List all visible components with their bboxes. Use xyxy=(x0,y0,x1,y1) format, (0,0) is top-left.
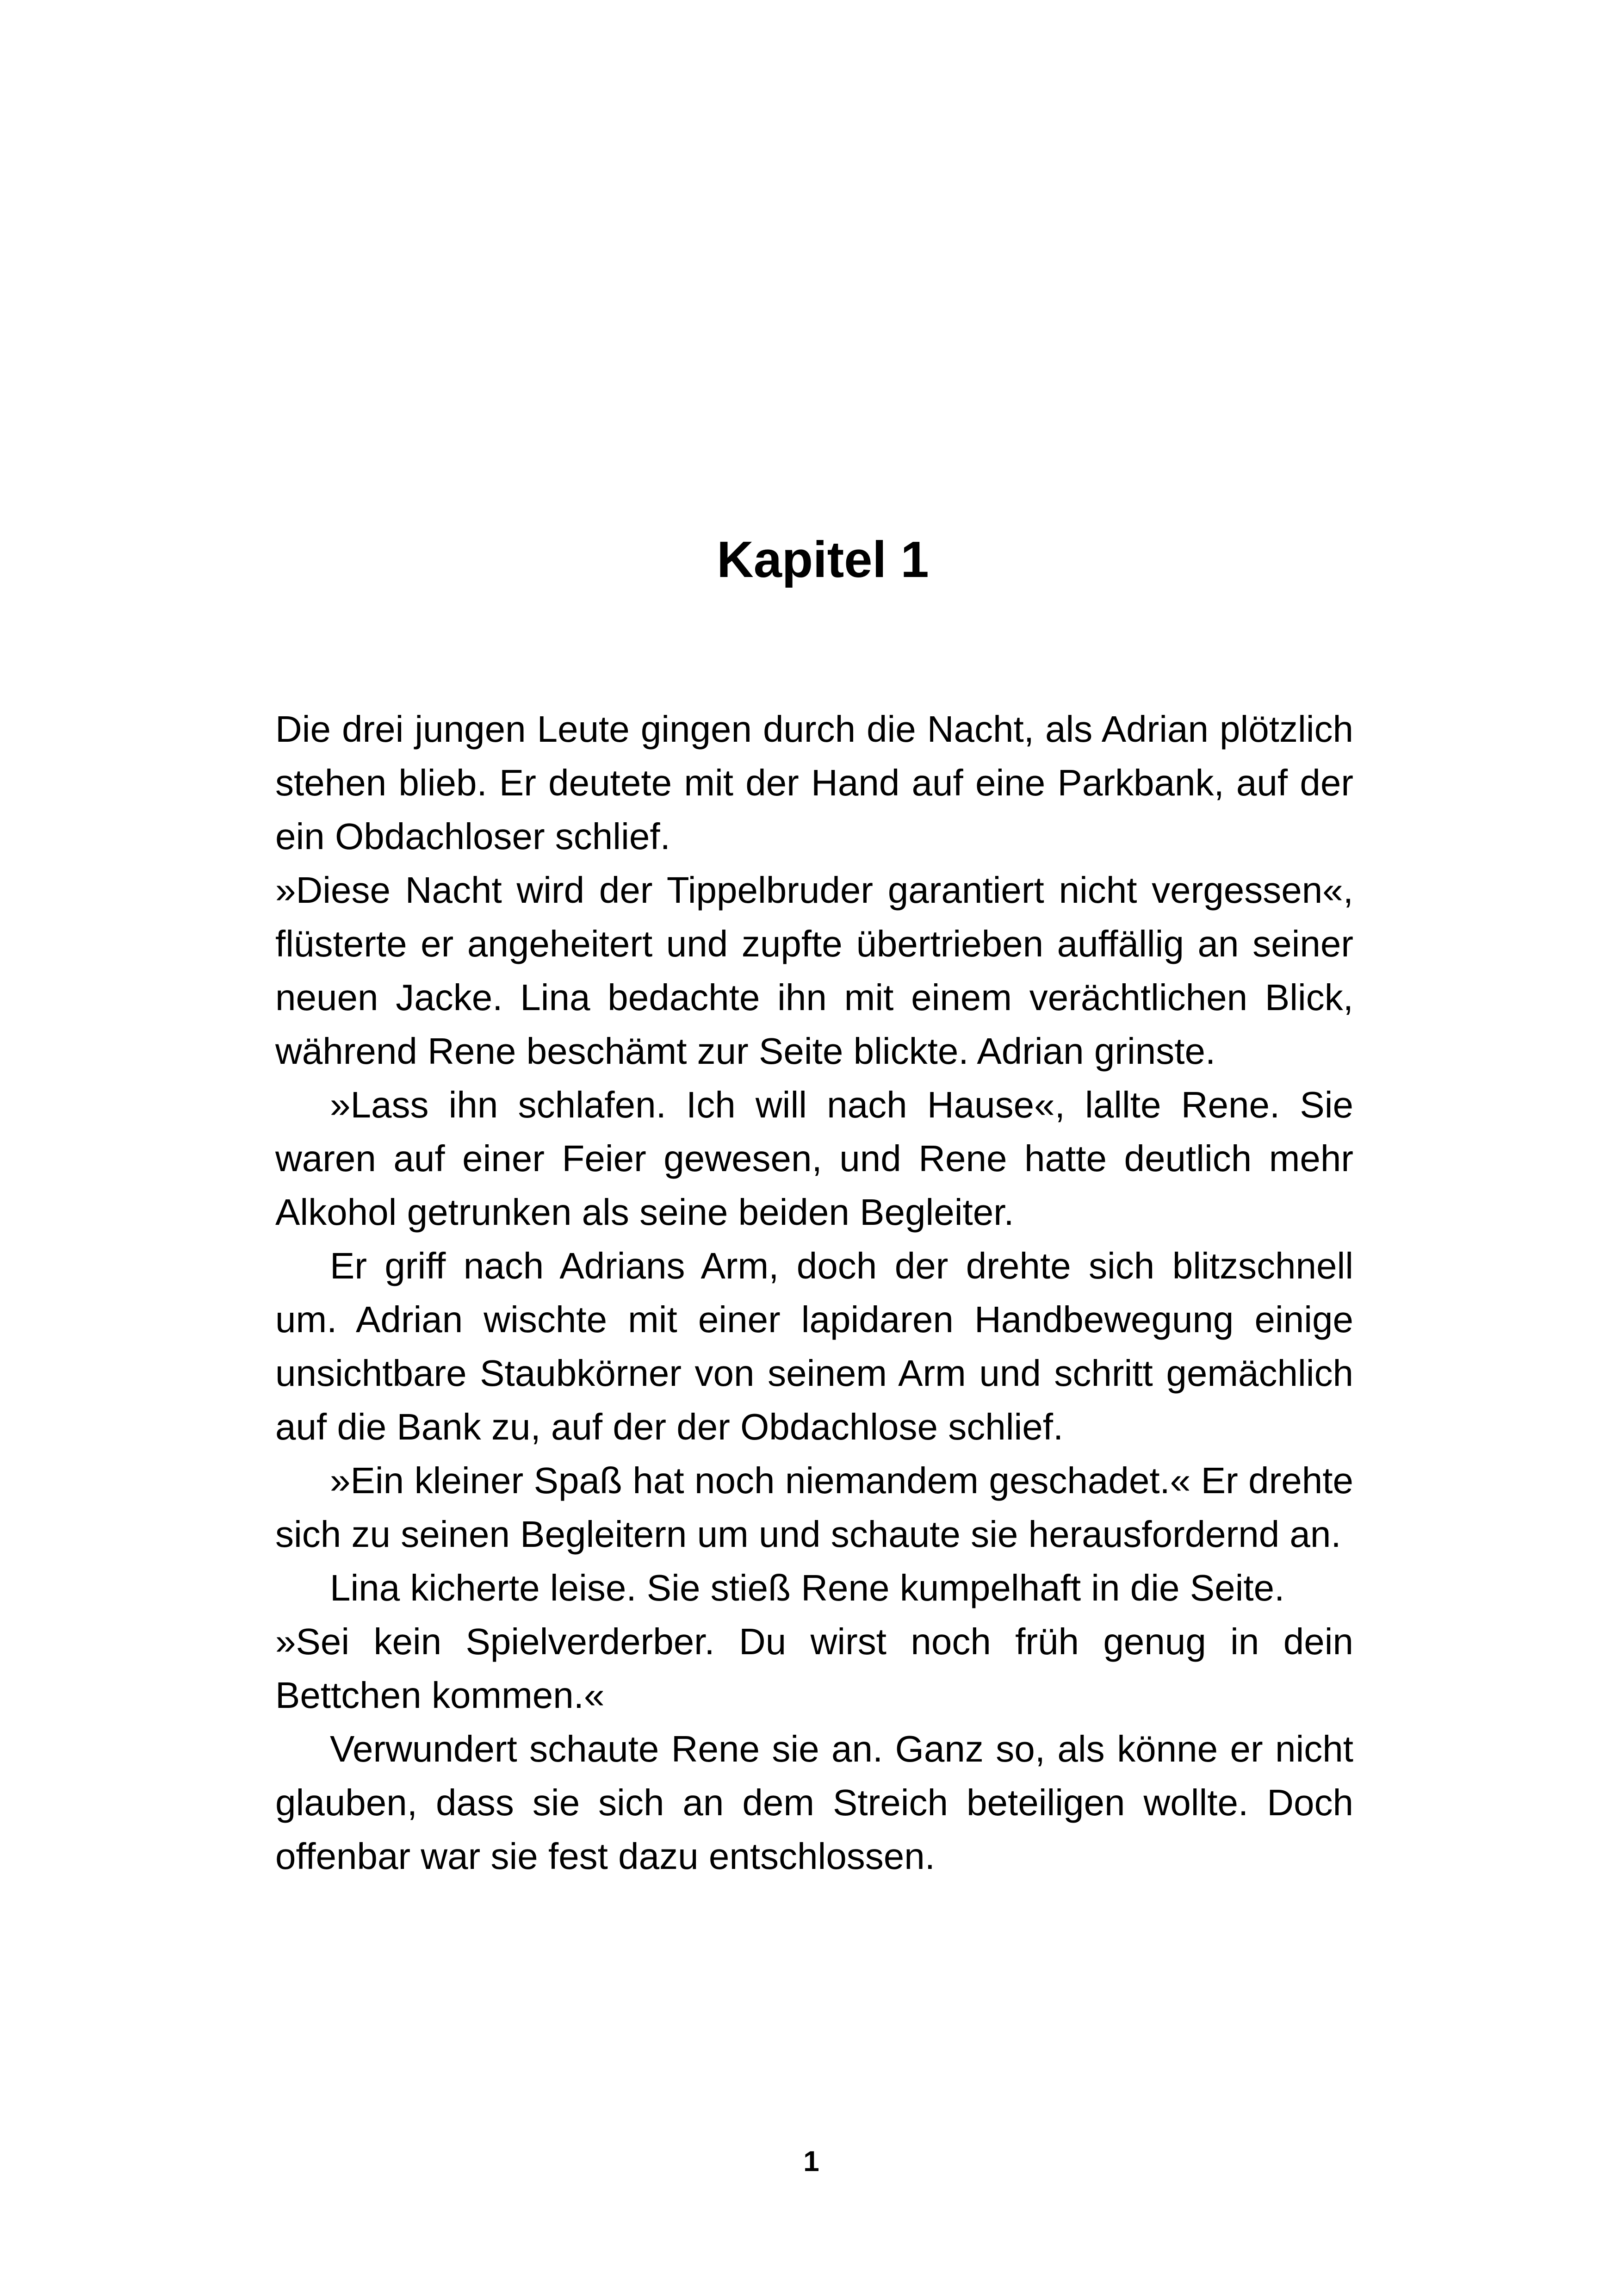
body-text xyxy=(275,702,1353,1883)
paragraph-1: Die drei jungen Leute gingen durch die Nacht, als Adrian plötzlich stehen blieb. Er deutete mit der Hand auf eine Parkbank, auf der ein Obdachloser schlief. xyxy=(275,708,1353,857)
paragraph-2: »Diese Nacht wird der Tippelbruder garantiert nicht vergessen«, flüsterte er angeheitert und zupfte übertrieben auffällig an seiner neuen Jacke. Lina bedachte ihn mit einem verächtlichen Blick, während Rene beschämt zur Seite blickte. Adrian grinste. xyxy=(275,869,1353,1072)
paragraph-7: »Sei kein Spielverderber. Du wirst noch früh genug in dein Bettchen kommen.« xyxy=(275,1621,1353,1716)
paragraph-8: Verwundert schaute Rene sie an. Ganz so, als könne er nicht glauben, dass sie sich an dem Streich beteiligen wollte. Doch offenbar war sie fest dazu entschlossen. xyxy=(275,1728,1353,1877)
chapter-title: Kapitel 1 xyxy=(717,531,929,588)
paragraph-6: Lina kicherte leise. Sie stieß Rene kumpelhaft in die Seite. xyxy=(330,1567,1285,1608)
paragraph-3: »Lass ihn schlafen. Ich will nach Hause«, lallte Rene. Sie waren auf einer Feier gewesen, und Rene hatte deutlich mehr Alkohol getrunken als seine beiden Begleiter. xyxy=(275,1084,1353,1233)
paragraph-5: »Ein kleiner Spaß hat noch niemandem geschadet.« Er drehte sich zu seinen Begleitern um und schaute sie herausfordernd an. xyxy=(275,1460,1353,1555)
page-number: 1 xyxy=(803,2146,819,2178)
paragraph-4: Er griff nach Adrians Arm, doch der drehte sich blitzschnell um. Adrian wischte mit einer lapidaren Handbewegung einige unsichtbare Staubkörner von seinem Arm und schritt gemächlich auf die Bank zu, auf der der Obdachlose schlief. xyxy=(275,1245,1353,1447)
